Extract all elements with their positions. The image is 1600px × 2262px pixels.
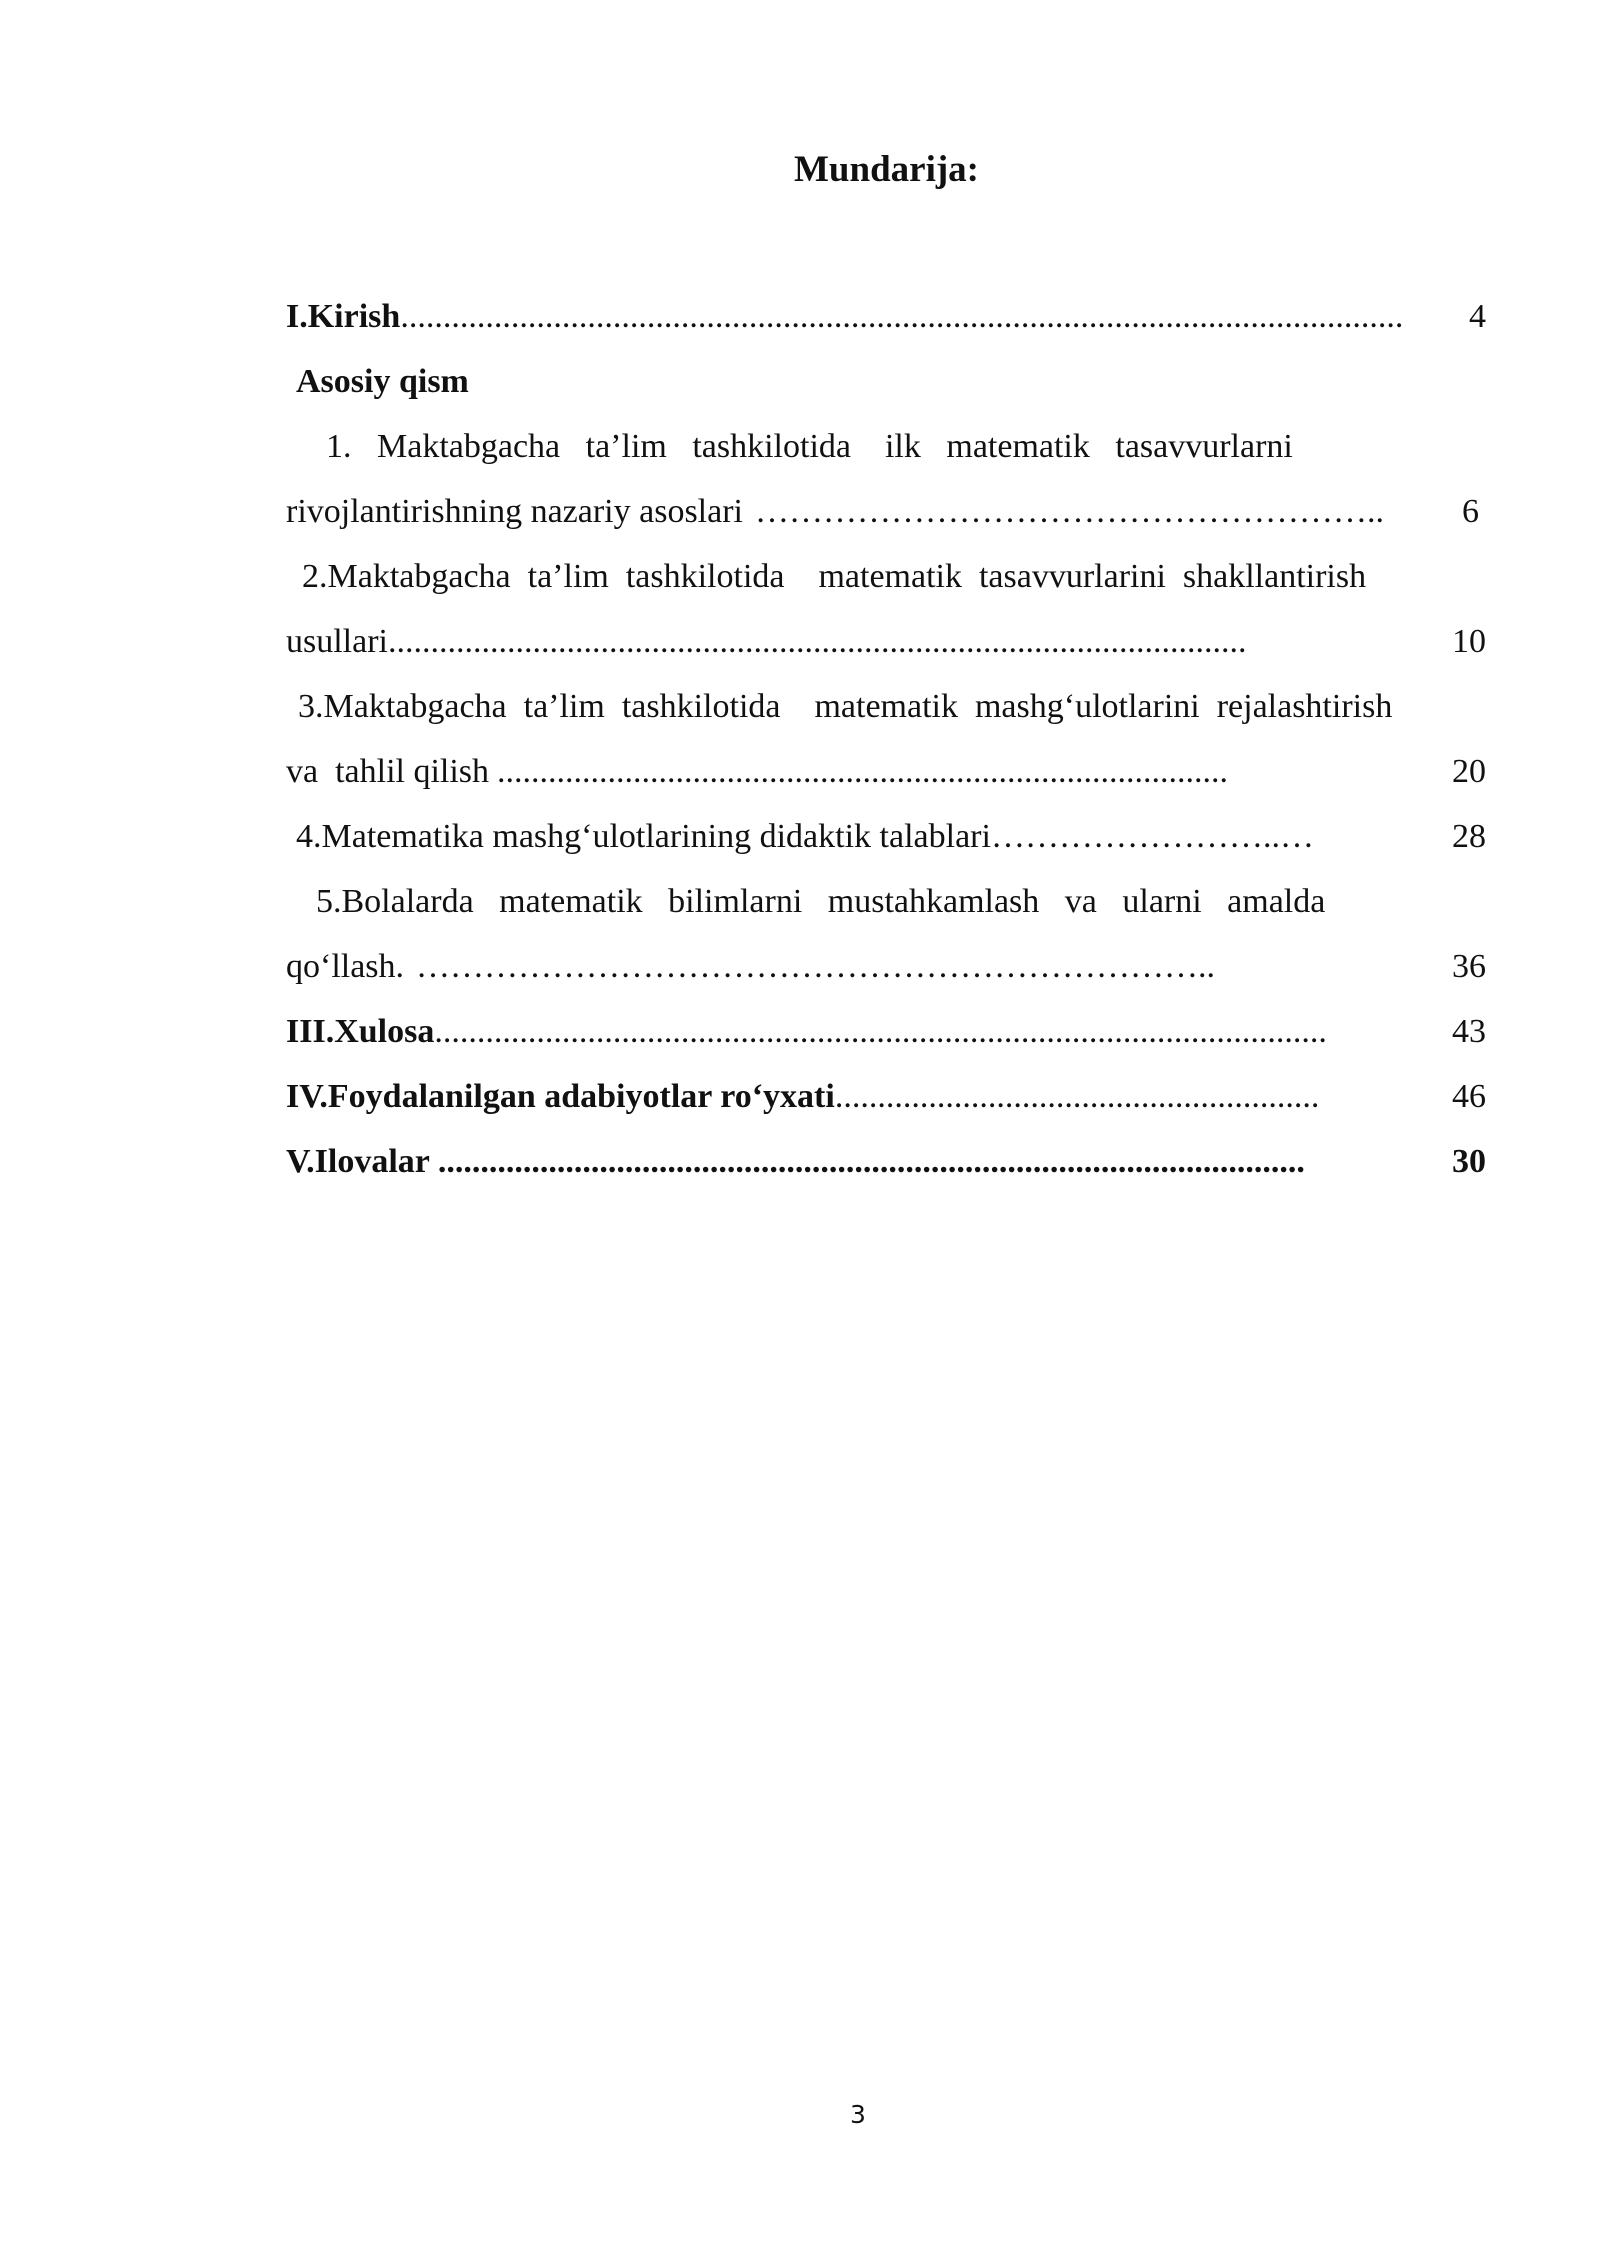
toc-entry-4[interactable] [296, 812, 1486, 862]
toc-page-number: 28 [1452, 818, 1486, 855]
toc-entry-2-line2[interactable] [286, 617, 1486, 667]
toc-leader-dots: …………………………………………………………….. [416, 948, 1216, 985]
toc-leader-dots: ......................................................... [834, 1078, 1320, 1115]
toc-entry-kirish[interactable] [286, 292, 1486, 342]
toc-leader-dots: ……………………………………………….. [755, 493, 1384, 530]
toc-leader-dots: ......................................................................................................... [434, 1013, 1327, 1050]
toc-entry-adabiyotlar[interactable] [286, 1072, 1486, 1122]
toc-leader-dots: ...................................................................................... [497, 753, 1229, 790]
toc-page-number: 30 [1452, 1143, 1486, 1180]
toc-entry-1-line1[interactable]: 1. Maktabgacha ta’lim tashkilotida ilk matematik tasavvurlarni [326, 428, 1293, 465]
toc-entry-label: usullari [286, 623, 388, 660]
toc-page-number: 4 [1469, 298, 1486, 335]
toc-leader-dots: ...................................................................................................................... [400, 298, 1404, 335]
toc-entry-ilovalar[interactable] [286, 1137, 1486, 1187]
toc-page-number: 43 [1452, 1013, 1486, 1050]
toc-entry-label: IV.Foydalanilgan adabiyotlar ro‘yxati [286, 1078, 835, 1115]
toc-page-number: 36 [1452, 948, 1487, 985]
toc-page-number: 46 [1452, 1078, 1486, 1115]
toc-leader-dots: ……………………..… [990, 818, 1314, 855]
toc-entry-label: rivojlantirishning nazariy asoslari [286, 493, 743, 530]
toc-entry-label: I.Kirish [286, 298, 401, 335]
toc-page-number: 20 [1452, 753, 1486, 790]
toc-entry-label: V.Ilovalar [286, 1143, 430, 1180]
toc-title: Mundarija: [794, 149, 979, 190]
toc-entry-5-line1[interactable]: 5.Bolalarda matematik bilimlarni mustahkamlash va ularni amalda [316, 883, 1326, 920]
toc-section-heading: Asosiy qism [296, 363, 469, 400]
toc-entry-label: III.Xulosa [286, 1013, 435, 1050]
toc-entry-1-line2[interactable] [286, 487, 1479, 537]
toc-leader-dots: ..................................................................................................... [387, 623, 1247, 660]
toc-entry-xulosa[interactable] [286, 1007, 1486, 1057]
toc-entry-label: qo‘llash. [286, 948, 405, 985]
toc-entry-label: va tahlil qilish [286, 753, 490, 790]
page-number: 3 [850, 2100, 866, 2129]
toc-page-number: 10 [1452, 623, 1487, 660]
toc-entry-3-line1[interactable]: 3.Maktabgacha ta’lim tashkilotida matematik mashg‘ulotlarini rejalashtirish [298, 688, 1393, 725]
toc-entry-label: 4.Matematika mashg‘ulotlarining didaktik talablari [296, 818, 991, 855]
toc-leader-dots: ...................................................................................................... [437, 1143, 1305, 1180]
toc-entry-3-line2[interactable] [286, 747, 1486, 797]
toc-entry-5-line2[interactable] [286, 942, 1486, 992]
toc-page-number: 6 [1462, 493, 1479, 530]
toc-entry-2-line1[interactable]: 2.Maktabgacha ta’lim tashkilotida matematik tasavvurlarini shakllantirish [302, 558, 1367, 595]
